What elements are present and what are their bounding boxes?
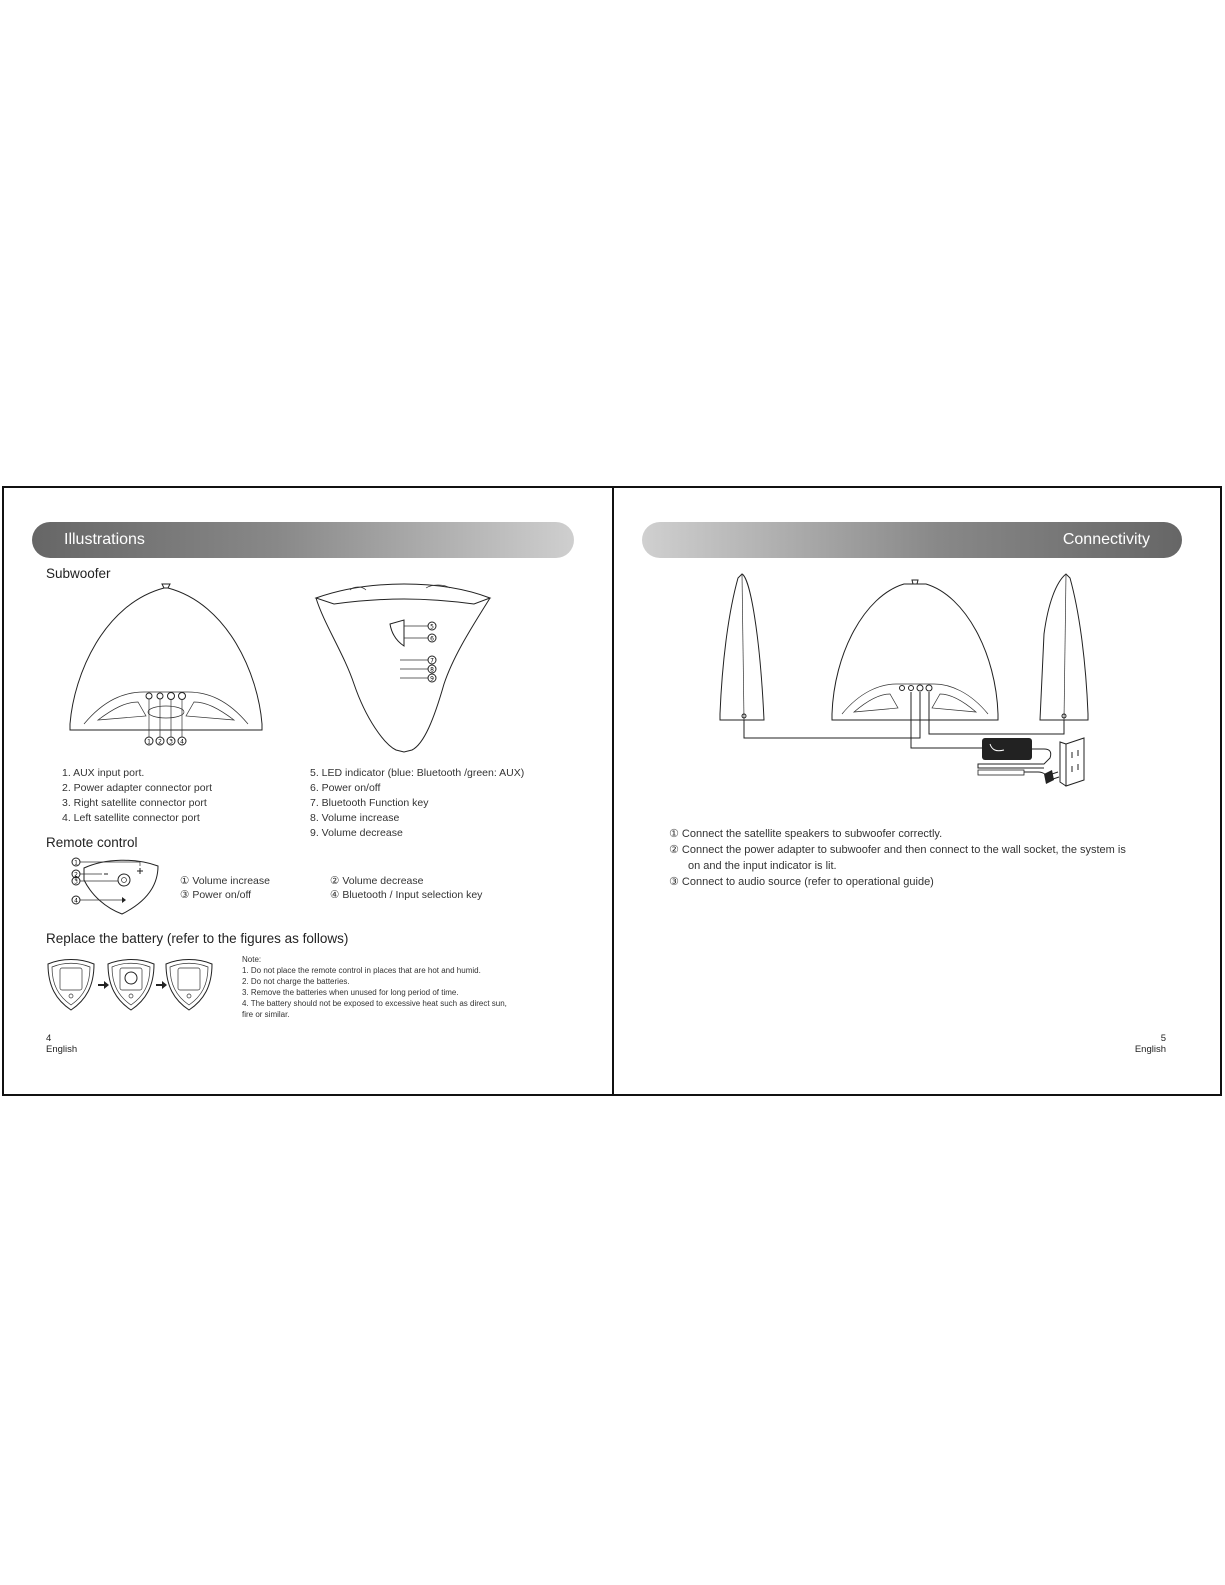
arrow-right-icon bbox=[98, 981, 109, 989]
remote-label-volume-increase: ① Volume increase bbox=[180, 875, 270, 887]
svg-text:5: 5 bbox=[430, 623, 434, 631]
list-item: ③ Connect to audio source (refer to operational guide) bbox=[669, 876, 934, 888]
page-language: English bbox=[46, 1044, 78, 1055]
subwoofer-front-drawing bbox=[832, 584, 998, 720]
svg-text:1: 1 bbox=[147, 738, 151, 746]
list-item: 4. The battery should not be exposed to excessive heat such as direct sun, bbox=[242, 999, 507, 1008]
list-item: on and the input indicator is lit. bbox=[688, 860, 837, 872]
remote-heading: Remote control bbox=[46, 835, 138, 850]
subwoofer-controls-list bbox=[310, 766, 524, 841]
svg-text:1: 1 bbox=[74, 859, 78, 867]
subwoofer-front-drawing bbox=[64, 584, 274, 756]
svg-text:2: 2 bbox=[158, 738, 162, 746]
page-right bbox=[612, 486, 1222, 1096]
list-item: 3. Remove the batteries when unused for long period of time. bbox=[242, 988, 459, 997]
connectivity-steps bbox=[669, 826, 1189, 890]
battery-step-3 bbox=[166, 960, 212, 1011]
section-banner-illustrations: Illustrations bbox=[32, 522, 574, 558]
list-item: 6. Power on/off bbox=[310, 782, 381, 794]
connectivity-diagram bbox=[714, 574, 1134, 794]
svg-text:3: 3 bbox=[169, 738, 173, 746]
list-item: ① Connect the satellite speakers to subwoofer correctly. bbox=[669, 828, 943, 840]
svg-text:6: 6 bbox=[430, 635, 434, 643]
svg-text:9: 9 bbox=[430, 675, 434, 683]
list-item: 5. LED indicator (blue: Bluetooth /green: AUX) bbox=[310, 767, 525, 779]
list-item: 4. Left satellite connector port bbox=[62, 812, 200, 824]
list-item: ② Connect the power adapter to subwoofer and then connect to the wall socket, the system is bbox=[669, 844, 1126, 856]
page-number: 5 bbox=[1160, 1033, 1166, 1044]
list-item: 9. Volume decrease bbox=[310, 827, 403, 839]
section-banner-connectivity: Connectivity bbox=[642, 522, 1182, 558]
wall-socket-drawing bbox=[1060, 738, 1084, 786]
svg-text:4: 4 bbox=[180, 738, 184, 746]
arrow-right-icon bbox=[156, 981, 167, 989]
page-left bbox=[2, 486, 614, 1096]
svg-text:7: 7 bbox=[430, 657, 434, 665]
svg-text:4: 4 bbox=[74, 897, 78, 905]
battery-step-1 bbox=[48, 960, 94, 1011]
page-footer-left bbox=[46, 1033, 77, 1055]
svg-text:3: 3 bbox=[74, 878, 78, 886]
svg-text:8: 8 bbox=[430, 666, 434, 674]
list-item: 1. Do not place the remote control in places that are hot and humid. bbox=[242, 966, 481, 975]
list-item: 7. Bluetooth Function key bbox=[310, 797, 429, 809]
battery-step-2 bbox=[108, 960, 154, 1011]
page-number: 4 bbox=[46, 1033, 52, 1044]
note-title: Note: bbox=[242, 955, 262, 964]
battery-notes bbox=[242, 954, 507, 1020]
svg-text:2: 2 bbox=[74, 871, 78, 879]
page-language: English bbox=[1134, 1044, 1166, 1055]
power-adapter-drawing bbox=[982, 738, 1032, 760]
list-item: 2. Power adapter connector port bbox=[62, 782, 213, 794]
list-item: 2. Do not charge the batteries. bbox=[242, 977, 350, 986]
remote-control-drawing bbox=[66, 856, 166, 916]
battery-step-drawing bbox=[46, 958, 216, 1012]
subwoofer-ports-list bbox=[62, 766, 212, 826]
page-footer-right bbox=[1135, 1033, 1166, 1055]
remote-label-volume-decrease: ② Volume decrease bbox=[330, 875, 424, 887]
subwoofer-heading: Subwoofer bbox=[46, 566, 111, 581]
subwoofer-top-drawing bbox=[314, 584, 494, 756]
list-item: 1. AUX input port. bbox=[62, 767, 145, 779]
battery-heading: Replace the battery (refer to the figures as follows) bbox=[46, 931, 349, 946]
list-item: 8. Volume increase bbox=[310, 812, 400, 824]
remote-label-power: ③ Power on/off bbox=[180, 889, 252, 901]
remote-label-bluetooth: ④ Bluetooth / Input selection key bbox=[330, 889, 483, 901]
list-item: 3. Right satellite connector port bbox=[62, 797, 207, 809]
list-item: fire or similar. bbox=[242, 1010, 290, 1019]
